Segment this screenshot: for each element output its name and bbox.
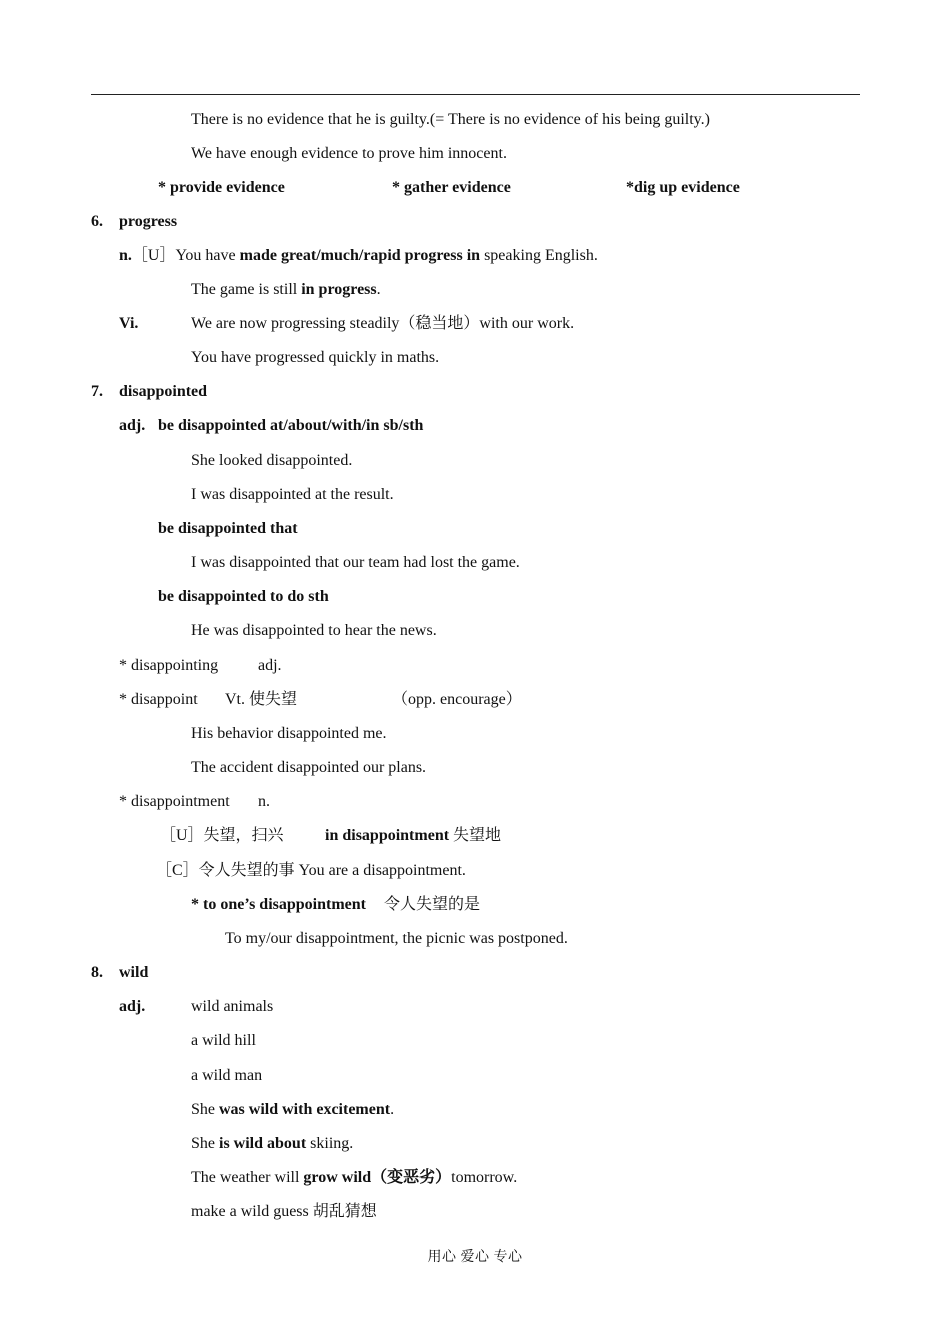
example-line: She is wild about skiing.	[191, 1135, 354, 1152]
headword: disappointed	[119, 383, 208, 400]
example-line: wild animals	[191, 998, 274, 1015]
example-line: She was wild with excitement.	[191, 1101, 395, 1118]
pos-label: adj.	[119, 998, 146, 1015]
example-line: We are now progressing steadily（稳当地）with our work.	[191, 315, 575, 332]
entry-number: 6.	[91, 213, 103, 230]
example-line: The accident disappointed our plans.	[191, 759, 427, 776]
derivative: * disappointing	[119, 657, 219, 674]
headword: wild	[119, 964, 149, 981]
sense-line: n.［U］You have made great/much/rapid progress in speaking English.	[119, 247, 598, 264]
antonym-note: （opp. encourage）	[392, 691, 522, 708]
pos-label: n.	[119, 247, 132, 264]
pos-label: adj.	[258, 657, 282, 674]
pattern: be disappointed that	[158, 520, 298, 537]
collocation: * provide evidence	[158, 179, 285, 196]
derivative: * disappoint	[119, 691, 198, 708]
example-line: There is no evidence that he is guilty.(= There is no evidence of his being guilty.)	[191, 111, 710, 128]
example-line: a wild hill	[191, 1032, 256, 1049]
example-line: He was disappointed to hear the news.	[191, 622, 437, 639]
example-line: make a wild guess 胡乱猜想	[191, 1203, 377, 1220]
collocation: * gather evidence	[392, 179, 511, 196]
example-line: I was disappointed that our team had lost the game.	[191, 554, 520, 571]
sense-line: in disappointment 失望地	[325, 827, 502, 844]
sense-line: ［U］失望，扫兴	[160, 827, 284, 844]
derivative: * disappointment	[119, 793, 230, 810]
example-line: I was disappointed at the result.	[191, 486, 394, 503]
pattern: be disappointed at/about/with/in sb/sth	[158, 417, 424, 434]
pos-label: Vt. 使失望	[225, 691, 298, 708]
example-line: His behavior disappointed me.	[191, 725, 387, 742]
pos-label: n.	[258, 793, 270, 810]
page-footer: 用心 爱心 专心	[427, 1250, 523, 1265]
entry-number: 7.	[91, 383, 103, 400]
example-line: To my/our disappointment, the picnic was postponed.	[225, 930, 568, 947]
headword: progress	[119, 213, 178, 230]
pos-label: Vi.	[119, 315, 139, 332]
header-rule	[91, 94, 860, 95]
entry-number: 8.	[91, 964, 103, 981]
example-line: a wild man	[191, 1067, 263, 1084]
example-line: The game is still in progress.	[191, 281, 381, 298]
phrase-line: * to one’s disappointment 令人失望的是	[191, 896, 480, 913]
example-line: She looked disappointed.	[191, 452, 353, 469]
example-line: The weather will grow wild（变恶劣）tomorrow.	[191, 1169, 518, 1186]
pattern: be disappointed to do sth	[158, 588, 329, 605]
example-line: You have progressed quickly in maths.	[191, 349, 440, 366]
sense-line: ［C］令人失望的事 You are a disappointment.	[156, 862, 466, 879]
collocation: *dig up evidence	[626, 179, 740, 196]
pos-label: adj.	[119, 417, 146, 434]
example-line: We have enough evidence to prove him innocent.	[191, 145, 507, 162]
